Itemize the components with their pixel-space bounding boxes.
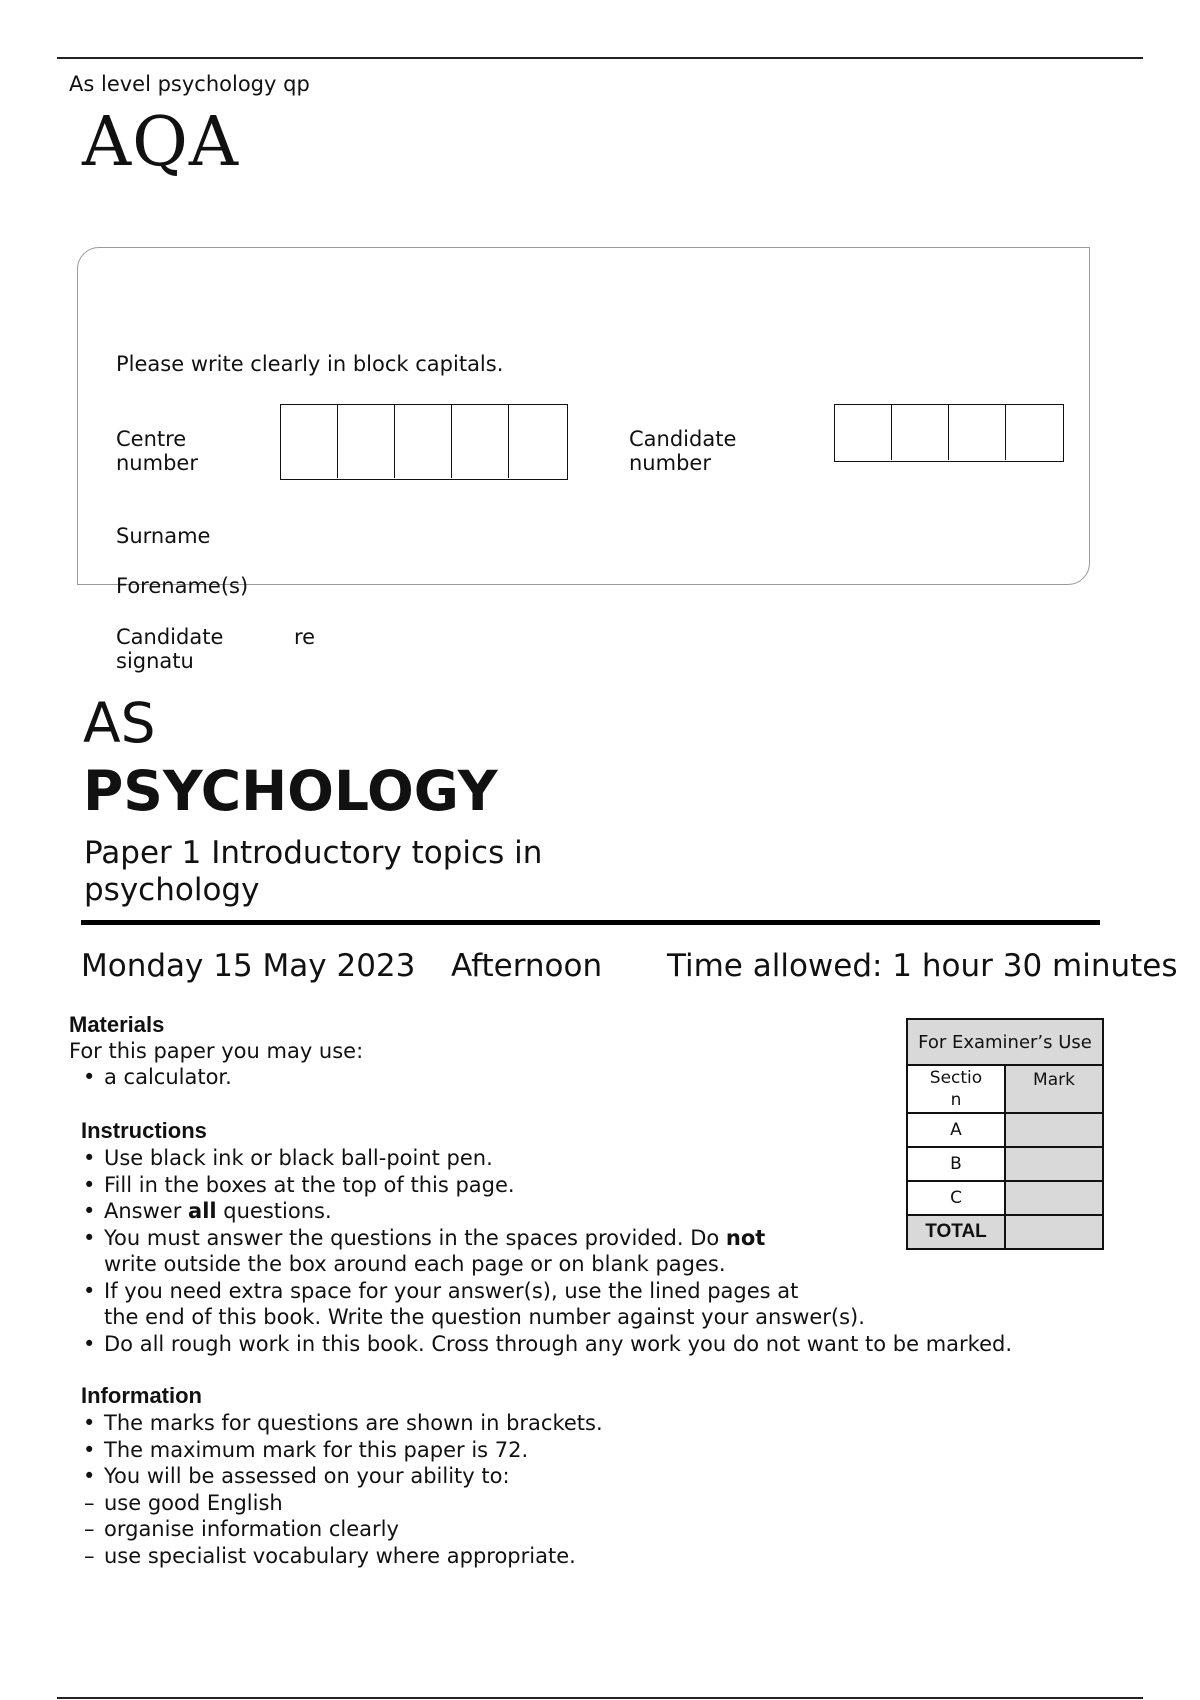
list-item: • Do all rough work in this book. Cross through any work you do not want to be marked. (81, 1331, 1012, 1358)
examiner-use-table (906, 1018, 1104, 1250)
list-item: • Use black ink or black ball-point pen. (81, 1145, 1012, 1172)
materials-heading: Materials (69, 1012, 165, 1037)
section-column-header: Sectio n (907, 1065, 1005, 1113)
list-item: • You will be assessed on your ability to: – use good English – organise information clearly – use specialist vocabulary where appropriate. (81, 1463, 603, 1569)
candidate-digit-box[interactable] (949, 405, 1006, 460)
section-label: B (907, 1147, 1005, 1181)
mark-column-header: Mark (1005, 1065, 1103, 1113)
centre-number-boxes (280, 404, 568, 480)
centre-digit-box[interactable] (452, 405, 509, 478)
subject-title: PSYCHOLOGY (83, 759, 498, 823)
paper-title: Paper 1 Introductory topics in psychology (84, 835, 543, 908)
candidate-digit-box[interactable] (892, 405, 949, 460)
top-rule (57, 57, 1143, 59)
assessment-criteria-list (82, 1490, 603, 1570)
list-item: – organise information clearly (82, 1516, 603, 1543)
candidate-number-boxes (834, 404, 1064, 462)
materials-list (81, 1064, 232, 1091)
list-item: • Fill in the boxes at the top of this page. (81, 1172, 1012, 1199)
section-label: C (907, 1181, 1005, 1215)
list-item: – use good English (82, 1490, 603, 1517)
instructions-heading: Instructions (81, 1118, 207, 1143)
centre-digit-box[interactable] (281, 405, 338, 478)
information-heading: Information (81, 1383, 202, 1408)
list-item: • You must answer the questions in the spaces provided. Do not write outside the box around each page or on blank pages. (81, 1225, 1012, 1278)
list-item: • The marks for questions are shown in brackets. (81, 1410, 603, 1437)
time-allowed: Time allowed: 1 hour 30 minutes (667, 948, 1178, 984)
candidate-number-label: Candidate number (629, 427, 737, 475)
exam-session: Afternoon (451, 948, 603, 984)
list-item: • Answer all questions. (81, 1198, 1012, 1225)
centre-number-label: Centre number (116, 427, 198, 475)
surname-label: Surname (116, 524, 211, 548)
examiner-table-title: For Examiner’s Use (907, 1019, 1103, 1065)
aqa-logo: AQA (82, 103, 239, 182)
list-item: • If you need extra space for your answer(s), use the lined pages at the end of this book. Write the question number against your answer(s). (81, 1278, 1012, 1331)
list-item: • a calculator. (81, 1064, 232, 1091)
information-list (81, 1410, 603, 1569)
document-title: As level psychology qp (69, 72, 310, 96)
bottom-rule (57, 1697, 1143, 1699)
list-item: – use specialist vocabulary where appropriate. (82, 1543, 603, 1570)
total-mark-cell (1005, 1215, 1103, 1249)
signature-label-fragment: re (294, 625, 316, 649)
section-label: A (907, 1113, 1005, 1147)
title-divider (81, 920, 1100, 925)
candidate-signature-label: Candidate signatu (116, 625, 224, 673)
qualification-level: AS (83, 691, 156, 755)
centre-digit-box[interactable] (395, 405, 452, 478)
exam-date: Monday 15 May 2023 (81, 948, 416, 984)
materials-intro: For this paper you may use: (69, 1039, 364, 1063)
block-capitals-instruction: Please write clearly in block capitals. (116, 352, 504, 376)
mark-cell (1005, 1181, 1103, 1215)
instructions-list (81, 1145, 1012, 1357)
mark-cell (1005, 1147, 1103, 1181)
list-item: • The maximum mark for this paper is 72. (81, 1437, 603, 1464)
forename-label: Forename(s) (116, 574, 249, 598)
total-label: TOTAL (907, 1215, 1005, 1249)
candidate-digit-box[interactable] (835, 405, 892, 460)
centre-digit-box[interactable] (338, 405, 395, 478)
centre-digit-box[interactable] (509, 405, 566, 478)
mark-cell (1005, 1113, 1103, 1147)
candidate-digit-box[interactable] (1006, 405, 1063, 460)
